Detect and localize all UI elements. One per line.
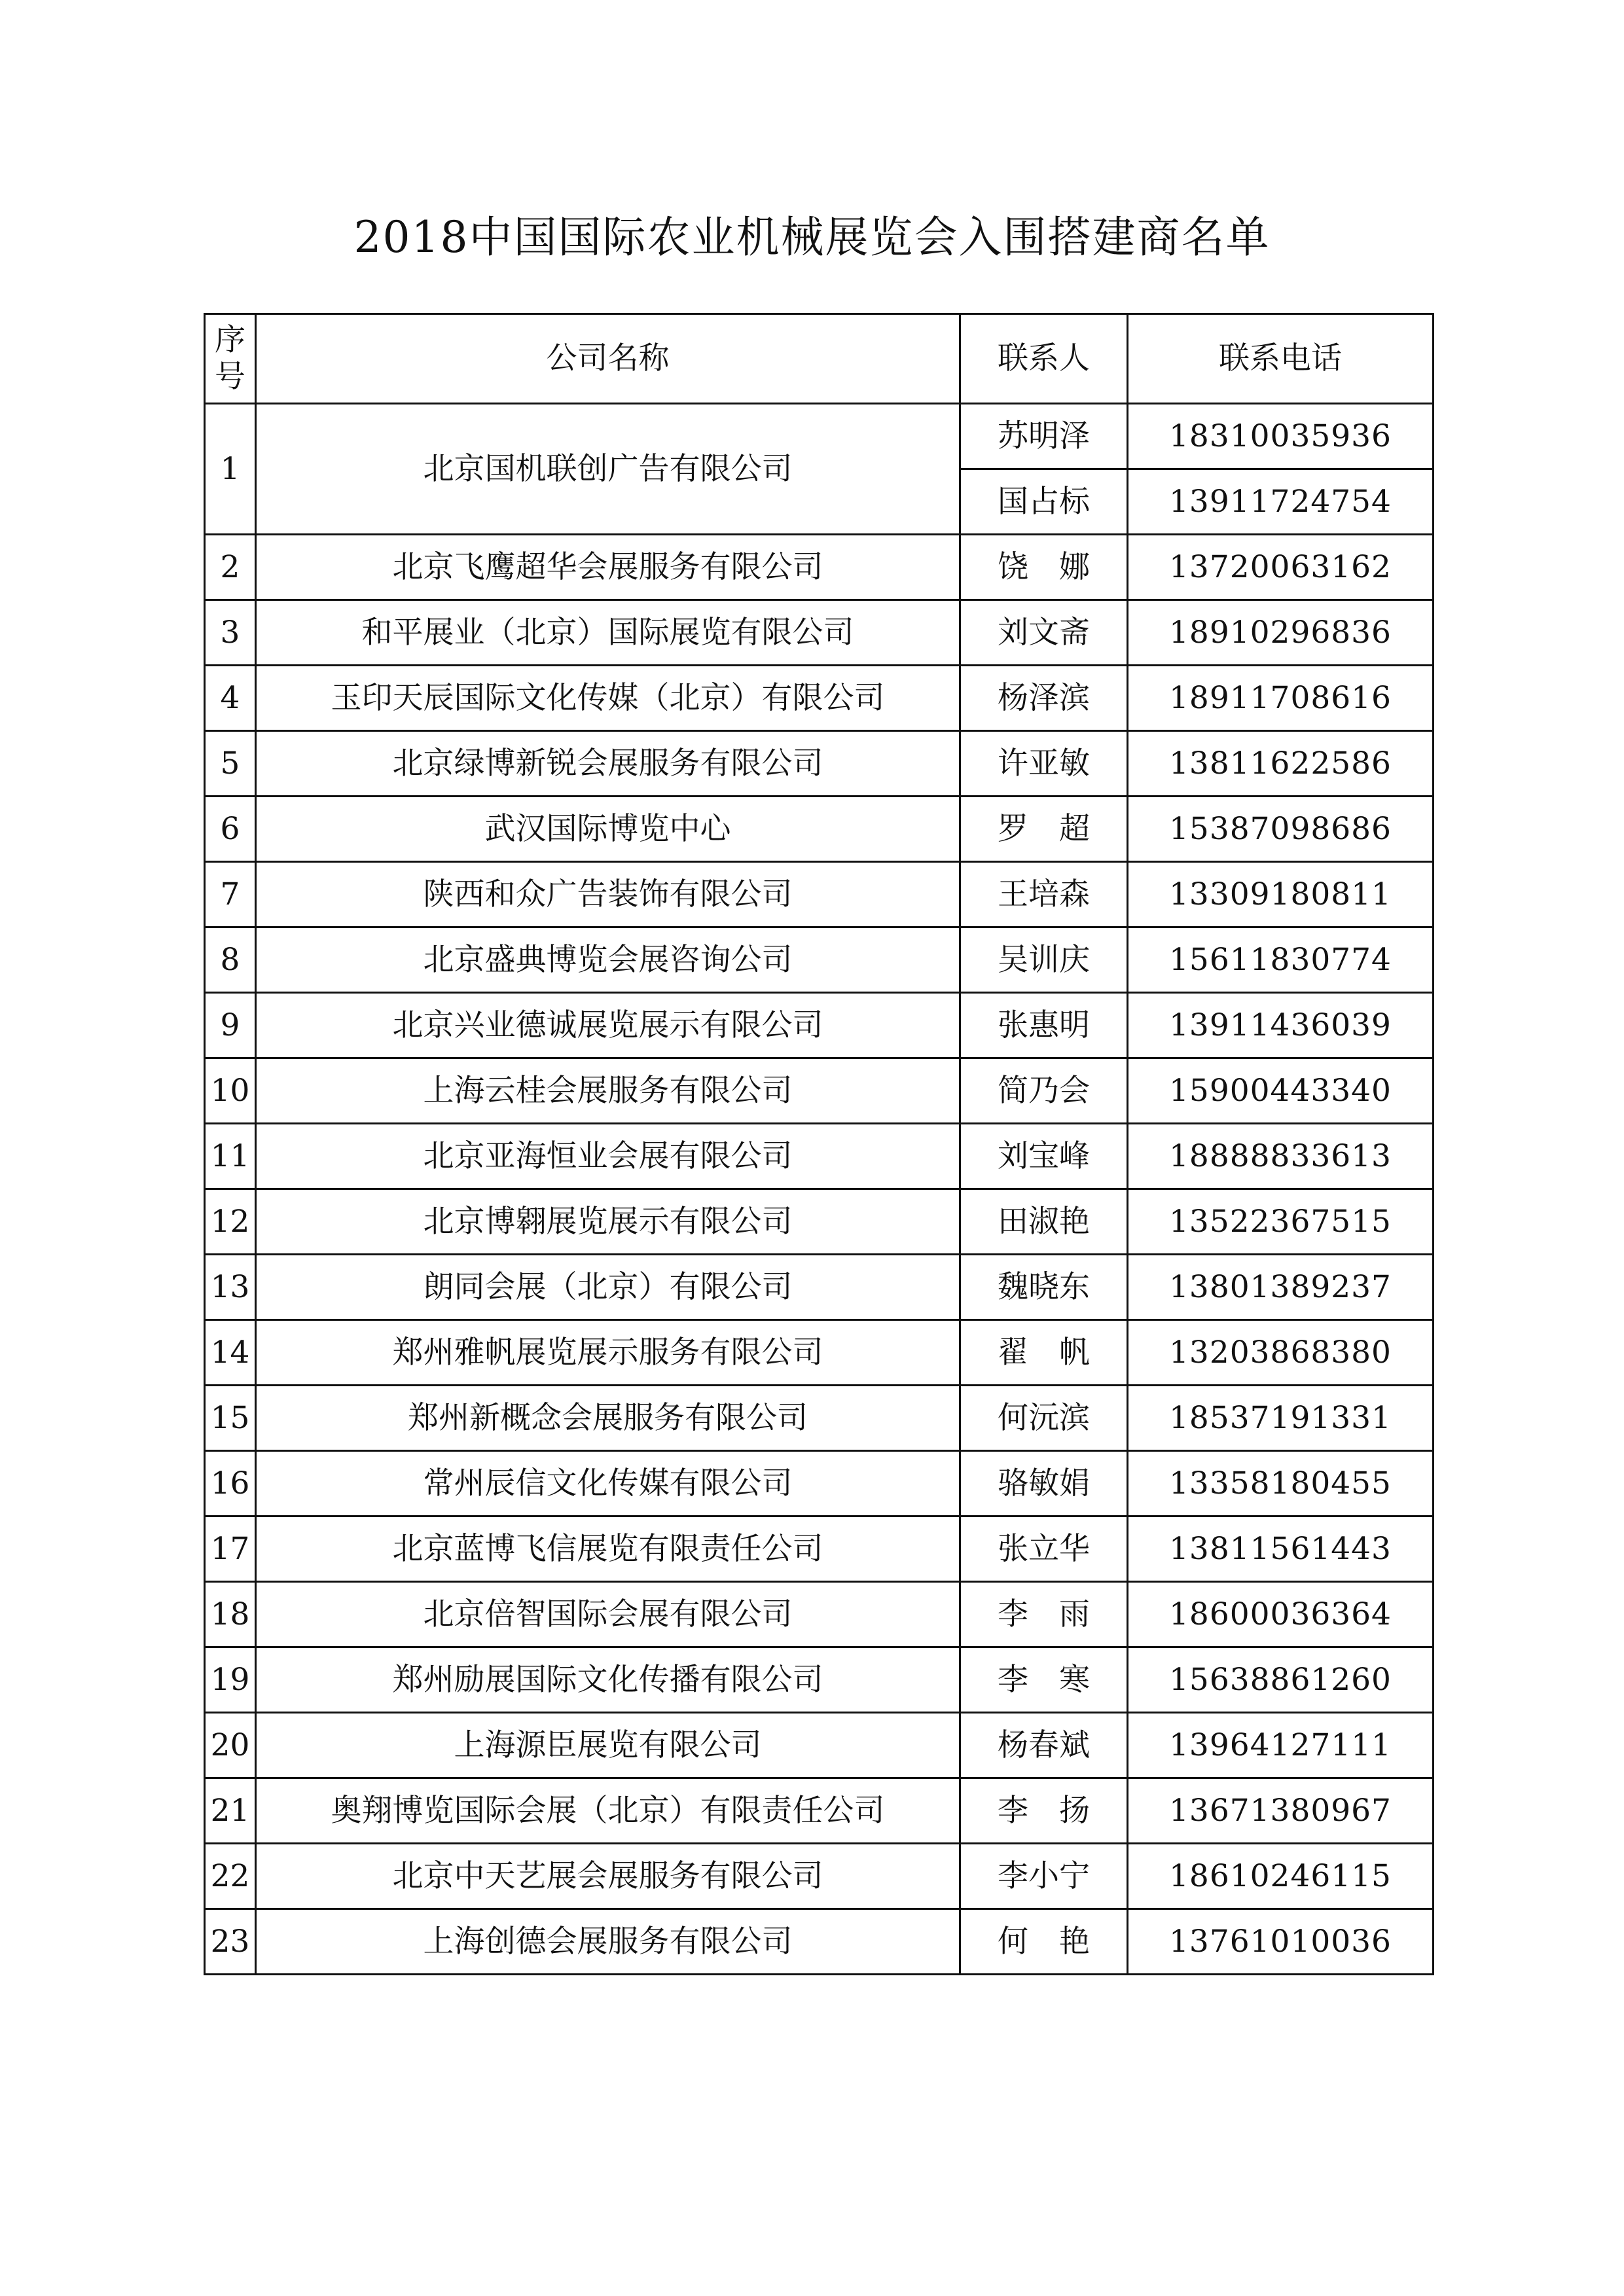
cell-contact-phone: 13309180811 <box>1128 862 1434 927</box>
table-row <box>205 1778 1434 1844</box>
table-body <box>205 404 1434 1975</box>
cell-contact-person: 李 寒 <box>960 1647 1128 1713</box>
cell-contact-person: 李 扬 <box>960 1778 1128 1844</box>
cell-company-name: 北京蓝博飞信展览有限责任公司 <box>256 1516 960 1582</box>
cell-company-name: 武汉国际博览中心 <box>256 797 960 862</box>
cell-serial-number: 15 <box>205 1386 256 1451</box>
cell-contact-phone: 18310035936 <box>1128 404 1434 469</box>
cell-contact-person: 张立华 <box>960 1516 1128 1582</box>
cell-contact-person: 吴训庆 <box>960 927 1128 993</box>
cell-serial-number: 14 <box>205 1320 256 1386</box>
cell-contact-phone: 13801389237 <box>1128 1255 1434 1320</box>
cell-contact-person: 魏晓东 <box>960 1255 1128 1320</box>
table-row <box>205 1058 1434 1124</box>
exhibitor-builder-table <box>204 313 1434 1975</box>
cell-company-name: 上海云桂会展服务有限公司 <box>256 1058 960 1124</box>
cell-serial-number: 7 <box>205 862 256 927</box>
cell-company-name: 奥翔博览国际会展（北京）有限责任公司 <box>256 1778 960 1844</box>
cell-company-name: 北京中天艺展会展服务有限公司 <box>256 1844 960 1909</box>
cell-contact-phone: 15611830774 <box>1128 927 1434 993</box>
cell-serial-number: 5 <box>205 731 256 797</box>
cell-contact-phone: 18610246115 <box>1128 1844 1434 1909</box>
cell-contact-phone: 13911436039 <box>1128 993 1434 1058</box>
cell-serial-number: 20 <box>205 1713 256 1778</box>
cell-contact-person: 杨春斌 <box>960 1713 1128 1778</box>
cell-serial-number: 19 <box>205 1647 256 1713</box>
header-serial-line1: 序 <box>215 322 245 358</box>
cell-company-name: 北京盛典博览会展咨询公司 <box>256 927 960 993</box>
cell-contact-person: 张惠明 <box>960 993 1128 1058</box>
cell-company-name: 北京绿博新锐会展服务有限公司 <box>256 731 960 797</box>
table-row <box>205 1516 1434 1582</box>
cell-company-name: 上海创德会展服务有限公司 <box>256 1909 960 1975</box>
cell-contact-person: 许亚敏 <box>960 731 1128 797</box>
cell-company-name: 郑州雅帆展览展示服务有限公司 <box>256 1320 960 1386</box>
table-row <box>205 1386 1434 1451</box>
cell-contact-phone: 13964127111 <box>1128 1713 1434 1778</box>
table-row <box>205 1909 1434 1975</box>
header-serial-number <box>205 314 256 404</box>
cell-contact-person: 简乃会 <box>960 1058 1128 1124</box>
table-row <box>205 404 1434 469</box>
cell-company-name: 上海源臣展览有限公司 <box>256 1713 960 1778</box>
cell-serial-number: 13 <box>205 1255 256 1320</box>
cell-contact-person: 刘文斋 <box>960 600 1128 666</box>
cell-serial-number: 2 <box>205 535 256 600</box>
cell-serial-number: 16 <box>205 1451 256 1516</box>
cell-serial-number: 1 <box>205 404 256 535</box>
cell-contact-person: 饶 娜 <box>960 535 1128 600</box>
header-serial-line2: 号 <box>215 359 245 395</box>
cell-contact-phone: 13203868380 <box>1128 1320 1434 1386</box>
cell-contact-phone: 15900443340 <box>1128 1058 1434 1124</box>
cell-contact-phone: 13761010036 <box>1128 1909 1434 1975</box>
cell-company-name: 北京倍智国际会展有限公司 <box>256 1582 960 1647</box>
table-row <box>205 862 1434 927</box>
header-company-name: 公司名称 <box>256 314 960 404</box>
table-row <box>205 1255 1434 1320</box>
cell-contact-phone: 15638861260 <box>1128 1647 1434 1713</box>
cell-company-name: 北京飞鹰超华会展服务有限公司 <box>256 535 960 600</box>
cell-contact-person: 国占标 <box>960 469 1128 535</box>
cell-contact-phone: 13911724754 <box>1128 469 1434 535</box>
cell-contact-phone: 13811561443 <box>1128 1516 1434 1582</box>
table-row <box>205 1320 1434 1386</box>
cell-contact-phone: 18600036364 <box>1128 1582 1434 1647</box>
cell-serial-number: 21 <box>205 1778 256 1844</box>
cell-company-name: 北京博翱展览展示有限公司 <box>256 1189 960 1255</box>
cell-contact-person: 刘宝峰 <box>960 1124 1128 1189</box>
page-title: 2018中国国际农业机械展览会入围搭建商名单 <box>353 212 1271 262</box>
cell-serial-number: 10 <box>205 1058 256 1124</box>
cell-contact-phone: 13522367515 <box>1128 1189 1434 1255</box>
cell-contact-person: 苏明泽 <box>960 404 1128 469</box>
cell-serial-number: 11 <box>205 1124 256 1189</box>
cell-contact-phone: 13811622586 <box>1128 731 1434 797</box>
table-row <box>205 731 1434 797</box>
table-row <box>205 993 1434 1058</box>
cell-contact-phone: 13358180455 <box>1128 1451 1434 1516</box>
cell-serial-number: 8 <box>205 927 256 993</box>
table-row <box>205 535 1434 600</box>
cell-contact-person: 罗 超 <box>960 797 1128 862</box>
table-row <box>205 797 1434 862</box>
cell-company-name: 陕西和众广告装饰有限公司 <box>256 862 960 927</box>
cell-company-name: 玉印天辰国际文化传媒（北京）有限公司 <box>256 666 960 731</box>
table-row <box>205 666 1434 731</box>
cell-contact-person: 何 艳 <box>960 1909 1128 1975</box>
cell-company-name: 常州辰信文化传媒有限公司 <box>256 1451 960 1516</box>
cell-company-name: 和平展业（北京）国际展览有限公司 <box>256 600 960 666</box>
cell-contact-phone: 18911708616 <box>1128 666 1434 731</box>
table-row <box>205 1189 1434 1255</box>
cell-contact-person: 骆敏娟 <box>960 1451 1128 1516</box>
cell-company-name: 北京兴业德诚展览展示有限公司 <box>256 993 960 1058</box>
cell-contact-phone: 13671380967 <box>1128 1778 1434 1844</box>
cell-contact-person: 田淑艳 <box>960 1189 1128 1255</box>
header-contact-person: 联系人 <box>960 314 1128 404</box>
header-contact-phone: 联系电话 <box>1128 314 1434 404</box>
cell-company-name: 朗同会展（北京）有限公司 <box>256 1255 960 1320</box>
cell-contact-phone: 18537191331 <box>1128 1386 1434 1451</box>
cell-contact-phone: 18910296836 <box>1128 600 1434 666</box>
cell-contact-person: 李小宁 <box>960 1844 1128 1909</box>
table-row <box>205 1124 1434 1189</box>
cell-contact-person: 杨泽滨 <box>960 666 1128 731</box>
cell-serial-number: 4 <box>205 666 256 731</box>
table-header-row <box>205 314 1434 404</box>
cell-contact-person: 何沅滨 <box>960 1386 1128 1451</box>
cell-company-name: 郑州新概念会展服务有限公司 <box>256 1386 960 1451</box>
cell-contact-phone: 15387098686 <box>1128 797 1434 862</box>
cell-serial-number: 12 <box>205 1189 256 1255</box>
table-row <box>205 600 1434 666</box>
cell-company-name: 郑州励展国际文化传播有限公司 <box>256 1647 960 1713</box>
cell-serial-number: 18 <box>205 1582 256 1647</box>
cell-contact-person: 翟 帆 <box>960 1320 1128 1386</box>
table-row <box>205 927 1434 993</box>
table-row <box>205 1582 1434 1647</box>
table-row <box>205 1713 1434 1778</box>
cell-serial-number: 3 <box>205 600 256 666</box>
cell-contact-person: 李 雨 <box>960 1582 1128 1647</box>
table-row <box>205 1647 1434 1713</box>
cell-company-name: 北京亚海恒业会展有限公司 <box>256 1124 960 1189</box>
cell-serial-number: 6 <box>205 797 256 862</box>
cell-contact-phone: 13720063162 <box>1128 535 1434 600</box>
cell-company-name: 北京国机联创广告有限公司 <box>256 404 960 535</box>
cell-serial-number: 23 <box>205 1909 256 1975</box>
cell-serial-number: 17 <box>205 1516 256 1582</box>
cell-serial-number: 9 <box>205 993 256 1058</box>
table-row <box>205 1844 1434 1909</box>
cell-contact-phone: 18888833613 <box>1128 1124 1434 1189</box>
table-row <box>205 1451 1434 1516</box>
cell-contact-person: 王培森 <box>960 862 1128 927</box>
cell-serial-number: 22 <box>205 1844 256 1909</box>
